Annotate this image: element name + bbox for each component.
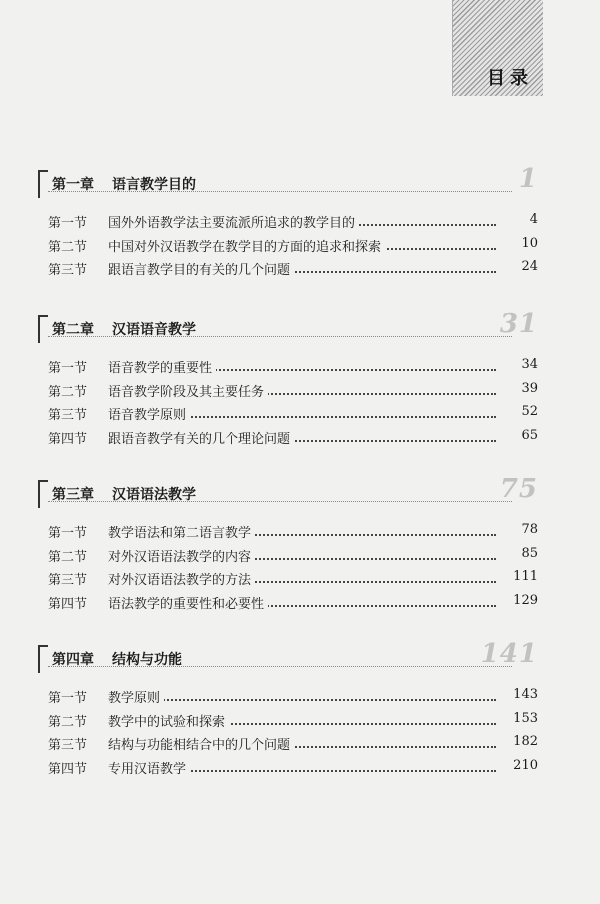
section-title: 语音教学阶段及其主要任务 xyxy=(108,381,268,400)
section-row xyxy=(38,544,538,568)
section-title: 教学原则 xyxy=(108,687,164,706)
section-page-number: 182 xyxy=(509,734,538,749)
section-number: 第三节 xyxy=(48,263,88,278)
section-number: 第二节 xyxy=(48,714,88,730)
chapter-page-number: 31 xyxy=(499,309,538,339)
section-row xyxy=(38,257,538,281)
section-row xyxy=(38,756,538,780)
chapter-heading xyxy=(38,164,538,200)
section-row xyxy=(38,567,538,591)
section-page-number: 39 xyxy=(517,381,538,396)
chapter-title: 汉语语音教学 xyxy=(112,322,196,338)
section-number: 第四节 xyxy=(48,596,88,612)
chapter-title: 汉语语法教学 xyxy=(112,487,196,503)
chapter-title: 结构与功能 xyxy=(112,652,182,668)
section-list xyxy=(38,685,538,779)
section-row xyxy=(38,520,538,544)
section-row xyxy=(38,709,538,733)
toc-header-tab xyxy=(452,0,543,96)
section-title: 跟语言教学目的有关的几个问题 xyxy=(108,259,294,278)
chapter-bracket xyxy=(38,645,48,673)
section-page-number: 153 xyxy=(509,711,538,726)
section-row xyxy=(38,379,538,403)
section-title: 专用汉语教学 xyxy=(108,758,190,777)
section-row xyxy=(38,234,538,258)
section-row xyxy=(38,210,538,234)
section-number: 第四节 xyxy=(48,761,88,777)
section-number: 第三节 xyxy=(48,738,88,753)
dot-leader xyxy=(108,693,496,701)
section-row xyxy=(38,732,538,756)
section-title: 语音教学的重要性 xyxy=(108,357,216,376)
section-title: 语法教学的重要性和必要性 xyxy=(108,593,268,612)
chapter-heading xyxy=(38,474,538,510)
chapter-number: 第三章 xyxy=(52,487,94,503)
section-page-number: 111 xyxy=(509,569,538,584)
section-title: 教学语法和第二语言教学 xyxy=(108,522,255,541)
chapter-page-number: 141 xyxy=(480,639,538,669)
section-number: 第二节 xyxy=(48,384,88,400)
section-number: 第一节 xyxy=(48,691,88,706)
section-page-number: 34 xyxy=(517,357,538,372)
chapter-block xyxy=(38,309,538,449)
section-title: 教学中的试验和探索 xyxy=(108,711,229,730)
section-number: 第四节 xyxy=(48,431,88,447)
section-number: 第一节 xyxy=(48,361,88,376)
section-title: 中国对外汉语教学在教学目的方面的追求和探索 xyxy=(108,236,385,255)
section-page-number: 52 xyxy=(517,404,538,419)
section-row xyxy=(38,402,538,426)
chapter-heading xyxy=(38,309,538,345)
chapter-number: 第一章 xyxy=(52,177,94,193)
section-number: 第二节 xyxy=(48,549,88,565)
section-page-number: 24 xyxy=(517,259,538,274)
toc-title: 目录 xyxy=(487,68,533,89)
section-title: 对外汉语语法教学的内容 xyxy=(108,546,255,565)
chapter-bracket xyxy=(38,315,48,343)
chapter-block xyxy=(38,164,538,281)
section-page-number: 210 xyxy=(509,758,538,773)
chapter-heading xyxy=(38,639,538,675)
section-title: 国外外语教学法主要流派所追求的教学目的 xyxy=(108,212,359,231)
section-page-number: 65 xyxy=(517,428,538,443)
chapter-number: 第二章 xyxy=(52,322,94,338)
section-page-number: 85 xyxy=(517,546,538,561)
chapter-page-number: 75 xyxy=(499,474,538,504)
section-row xyxy=(38,685,538,709)
chapter-number: 第四章 xyxy=(52,652,94,668)
section-title: 对外汉语语法教学的方法 xyxy=(108,569,255,588)
section-page-number: 10 xyxy=(517,236,538,251)
section-title: 结构与功能相结合中的几个问题 xyxy=(108,734,294,753)
section-number: 第二节 xyxy=(48,239,88,255)
section-list xyxy=(38,520,538,614)
section-page-number: 4 xyxy=(526,212,538,227)
chapter-bracket xyxy=(38,480,48,508)
section-list xyxy=(38,355,538,449)
section-list xyxy=(38,210,538,281)
section-row xyxy=(38,355,538,379)
section-page-number: 143 xyxy=(509,687,538,702)
chapter-title: 语言教学目的 xyxy=(112,177,196,193)
section-page-number: 78 xyxy=(517,522,538,537)
chapter-bracket xyxy=(38,170,48,198)
chapter-block xyxy=(38,474,538,614)
section-row xyxy=(38,591,538,615)
section-page-number: 129 xyxy=(509,593,538,608)
section-number: 第一节 xyxy=(48,526,88,541)
chapter-page-number: 1 xyxy=(518,164,538,194)
section-row xyxy=(38,426,538,450)
section-title: 跟语音教学有关的几个理论问题 xyxy=(108,428,294,447)
section-number: 第三节 xyxy=(48,573,88,588)
section-number: 第三节 xyxy=(48,408,88,423)
chapter-block xyxy=(38,639,538,779)
section-number: 第一节 xyxy=(48,216,88,231)
section-title: 语音教学原则 xyxy=(108,404,190,423)
